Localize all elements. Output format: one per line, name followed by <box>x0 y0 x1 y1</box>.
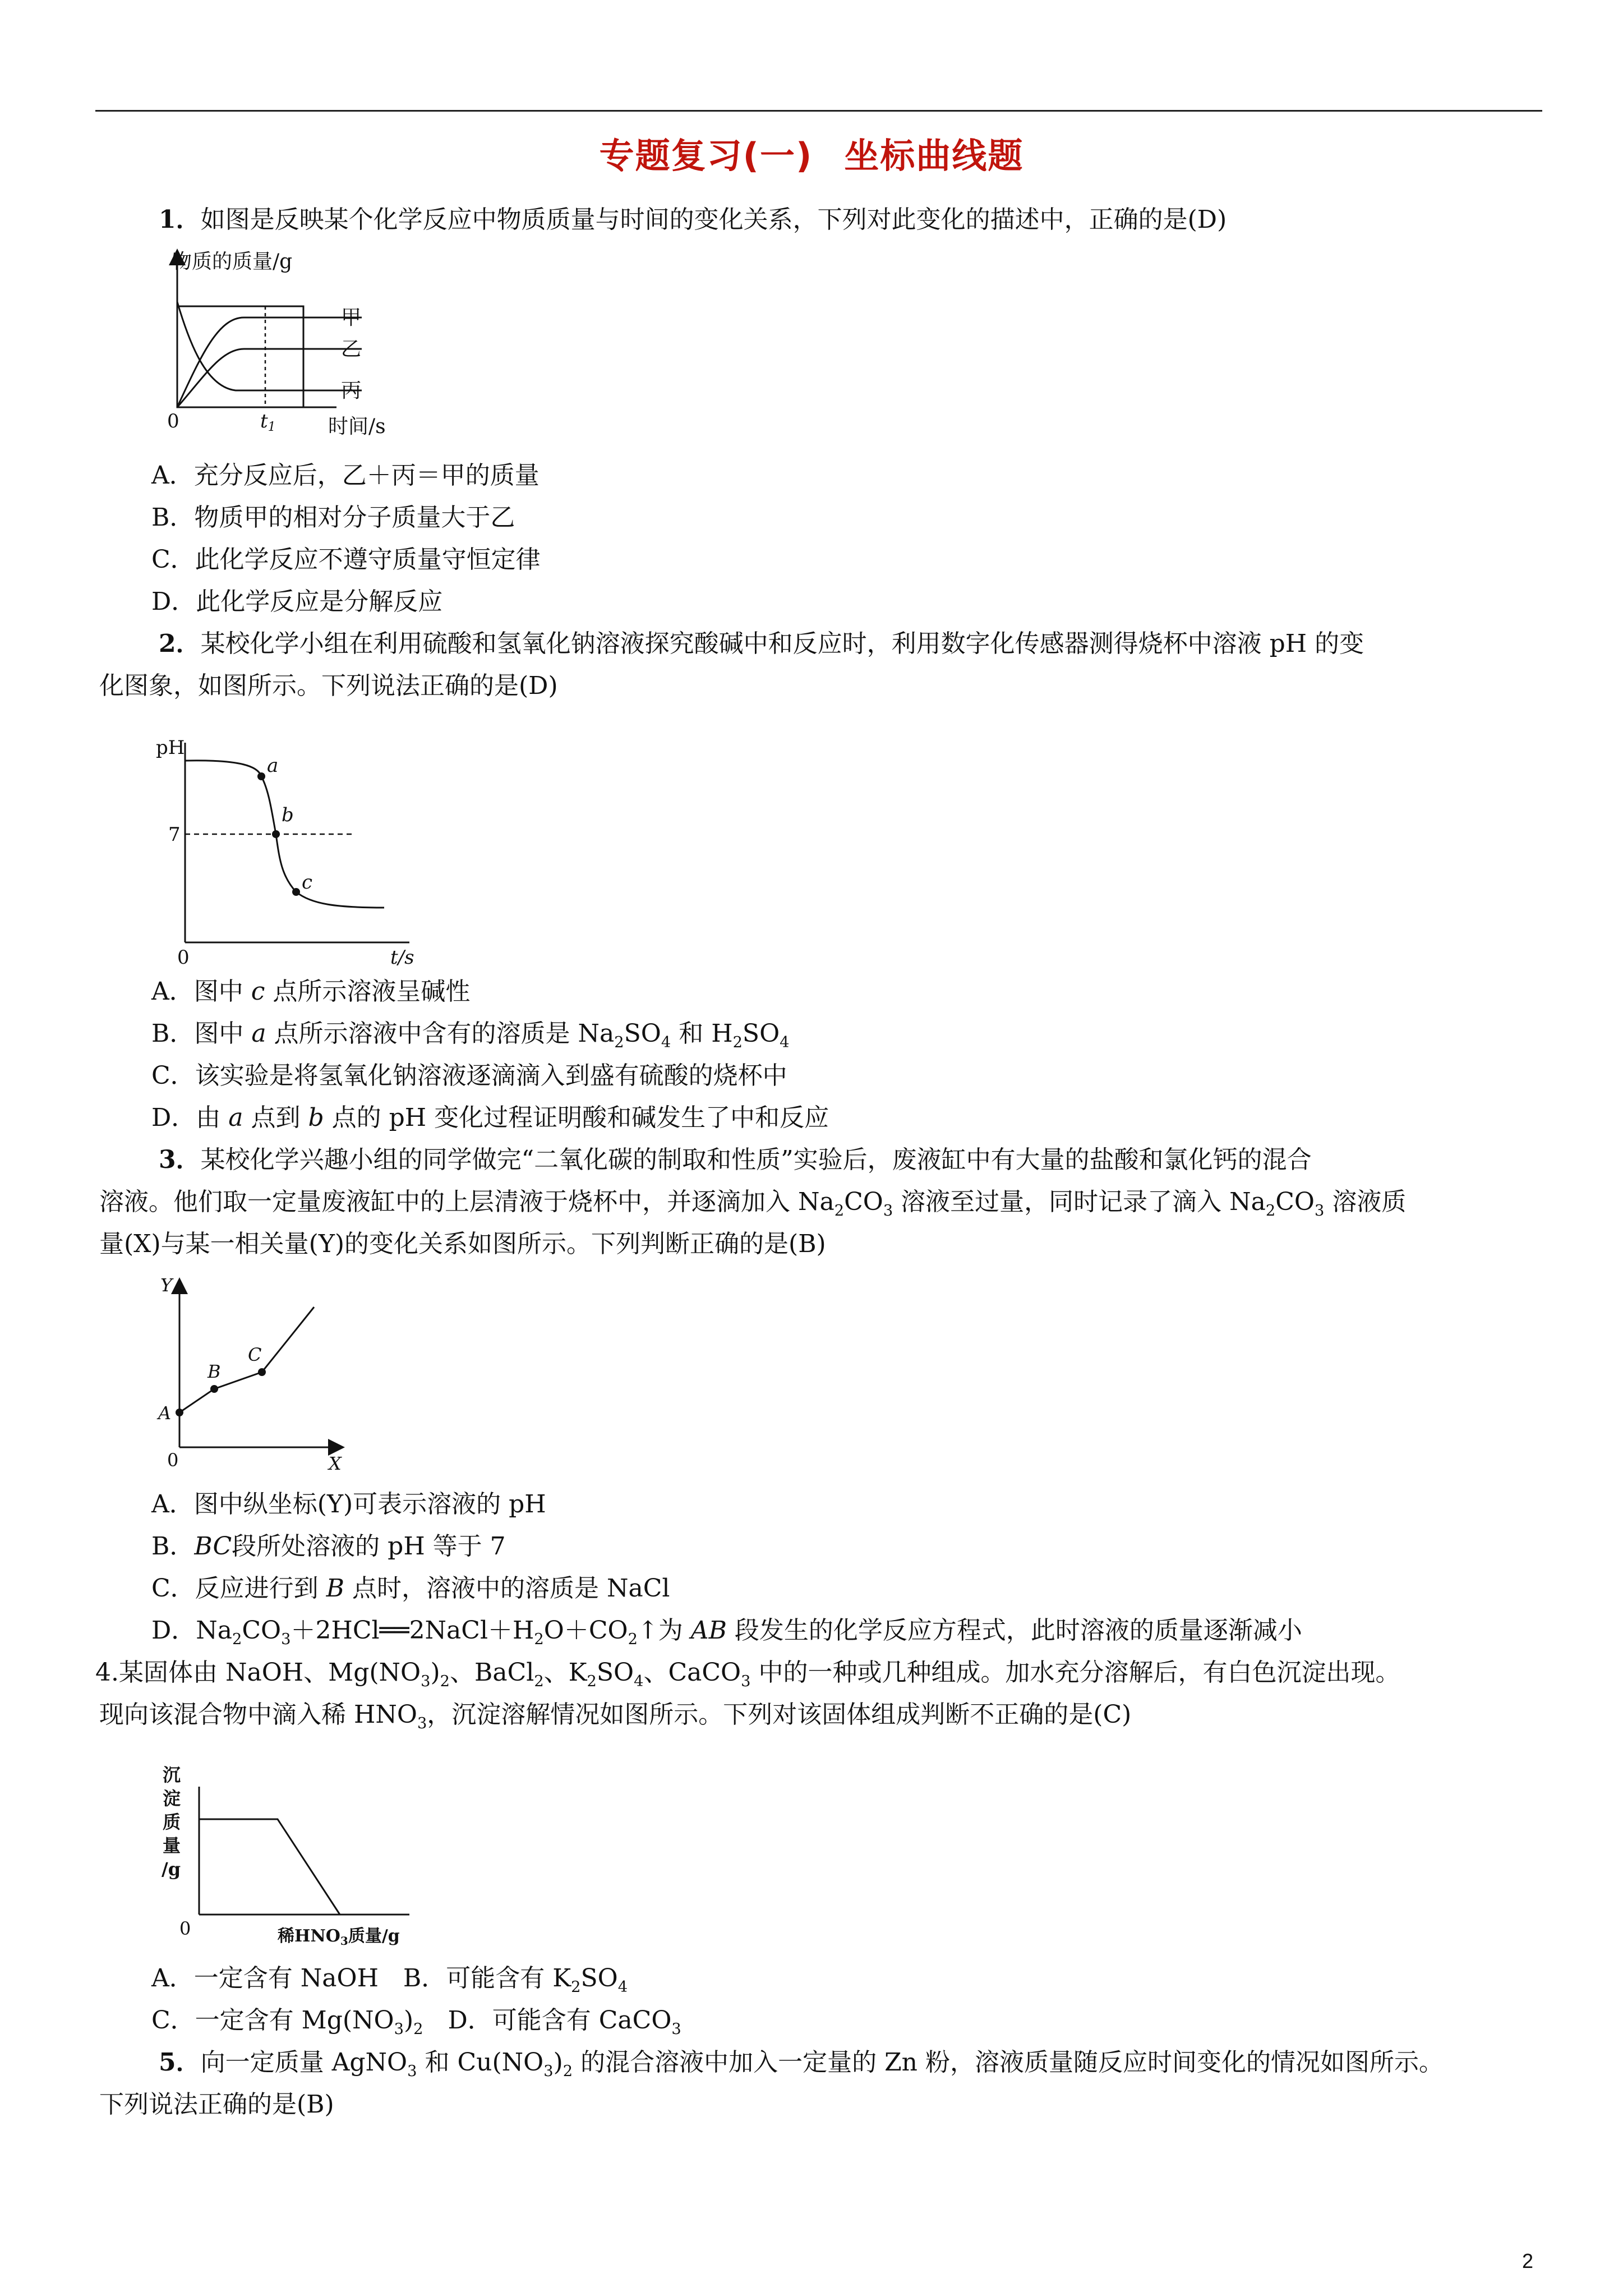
question-3-continued: 溶液。他们取一定量废液缸中的上层清液于烧杯中，并逐滴加入 $Na_2CO_3$ 溶液至过量，同时记录了滴入 $Na_2CO_3$ 溶液质 <box>99 1188 1407 1220</box>
q2-label-b: b <box>282 804 294 826</box>
q2-option-c: C．该实验是将氢氧化钠溶液逐滴滴入到盛有硫酸的烧杯中 <box>151 1061 787 1090</box>
q4-y-label-1: 沉 <box>163 1764 181 1786</box>
q4-y-label-4: 量 <box>163 1835 181 1856</box>
question-number: 5． <box>159 2048 201 2077</box>
question-1 <box>159 203 1227 237</box>
q1-curve-bing <box>177 302 362 390</box>
question-text: 某校化学小组在利用硫酸和氢氧化钠溶液探究酸碱中和反应时，利用数字化传感器测得烧杯中溶液 pH 的变 <box>200 629 1364 658</box>
q1-label-yi: 乙 <box>341 338 362 361</box>
q1-figure <box>151 252 409 443</box>
q2-origin: 0 <box>177 946 190 969</box>
question-2-continued: 化图象，如图所示。下列说法正确的是(D) <box>99 671 558 700</box>
q1-curve-jia <box>177 318 362 407</box>
q4-y-label-2: 淀 <box>163 1788 181 1809</box>
page-number: 2 <box>1521 2249 1533 2272</box>
question-text: 向一定质量 AgNO$_3$ 和 $Cu(NO_3)_2$ 的混合溶液中加入一定量的 Zn 粉，溶液质量随反应时间变化的情况如图所示。 <box>200 2048 1444 2080</box>
q2-y-label: pH <box>156 737 185 759</box>
q4-origin: 0 <box>179 1918 191 1939</box>
q3-figure <box>151 1273 365 1475</box>
title-subject: 坐标曲线题 <box>844 135 1024 176</box>
question-number: 1． <box>159 205 201 234</box>
title-topic: 专题复习(一) <box>599 135 813 176</box>
question-number: 2． <box>159 629 201 658</box>
q4-x-label: 稀$HNO_3$质量/g <box>278 1926 400 1948</box>
q1-plot-frame <box>177 306 303 407</box>
q3-x-label: X <box>329 1453 342 1474</box>
q2-label-a: a <box>267 754 279 777</box>
q1-x-label: 时间/s <box>328 415 386 438</box>
q2-point-a <box>257 772 265 780</box>
q3-label-a: A <box>158 1402 172 1424</box>
q4-curve <box>199 1819 340 1915</box>
q1-option-c: C．此化学反应不遵守质量守恒定律 <box>151 545 541 574</box>
question-text: 某固体由 NaOH、$Mg(NO_3)_2$、BaCl$_2$、$K_2SO_4$、CaCO$_3$ 中的一种或几种组成。加水充分溶解后，有白色沉淀出现。 <box>118 1658 1400 1690</box>
question-5-continued: 下列说法正确的是(B) <box>99 2090 334 2119</box>
q2-point-b <box>272 830 280 838</box>
q1-option-b: B．物质甲的相对分子质量大于乙 <box>151 503 515 532</box>
q4-options-row-1: A．一定含有 NaOH B．可能含有 $K_2SO_4$ <box>151 1964 628 1996</box>
q3-point-a <box>176 1409 183 1416</box>
question-5 <box>159 2046 1444 2088</box>
q1-option-d: D．此化学反应是分解反应 <box>151 587 443 616</box>
question-number: 3． <box>159 1145 201 1174</box>
q4-y-label-5: /g <box>162 1858 181 1880</box>
question-number: 4. <box>95 1658 119 1687</box>
q2-figure <box>151 729 421 969</box>
q3-option-b: B．BC段所处溶液的 pH 等于 7 <box>151 1532 506 1561</box>
q2-option-b: B．图中 a 点所示溶液中含有的溶质是 $Na_2SO_4$ 和 $H_2SO_4$ <box>151 1019 790 1051</box>
question-4 <box>95 1656 1400 1699</box>
q1-t1-label: t1 <box>260 410 276 434</box>
q3-option-a: A．图中纵坐标(Y)可表示溶液的 pH <box>151 1490 546 1519</box>
question-text: 如图是反映某个化学反应中物质质量与时间的变化关系，下列对此变化的描述中，正确的是(D) <box>200 205 1227 234</box>
q3-point-b <box>210 1385 218 1393</box>
q1-origin: 0 <box>167 410 179 432</box>
q3-option-d: D．$Na_2CO_3+2HCl══2NaCl+H_2O+CO_2↑$为 AB 段发生的化学反应方程式，此时溶液的质量逐渐减小 <box>151 1616 1302 1648</box>
q4-options-row-2: C．一定含有 $Mg(NO_3)_2$ D．可能含有 CaCO$_3$ <box>151 2006 681 2038</box>
q1-option-a: A．充分反应后，乙＋丙＝甲的质量 <box>151 461 540 490</box>
q3-label-b: B <box>208 1361 221 1382</box>
q3-label-c: C <box>248 1344 262 1365</box>
q4-y-label-3: 质 <box>163 1811 181 1833</box>
q3-option-c: C．反应进行到 B 点时，溶液中的溶质是 NaCl <box>151 1574 670 1603</box>
q1-label-bing: 丙 <box>341 379 362 402</box>
q3-curve <box>179 1307 314 1412</box>
q3-y-label: Y <box>160 1274 173 1296</box>
header-rule <box>95 110 1542 112</box>
question-2 <box>159 627 1364 661</box>
q3-origin: 0 <box>167 1450 179 1471</box>
question-4-continued: 现向该混合物中滴入稀 $HNO_3$，沉淀溶解情况如图所示。下列对该固体组成判断不正确的是(C) <box>99 1700 1132 1732</box>
q2-point-c <box>292 888 300 896</box>
q1-y-label: 物质的质量/g <box>172 250 293 273</box>
q2-option-d: D．由 a 点到 b 点的 pH 变化过程证明酸和碱发生了中和反应 <box>151 1103 829 1132</box>
page-title <box>0 128 1623 178</box>
question-3 <box>159 1143 1312 1177</box>
q2-tick-7: 7 <box>168 823 181 846</box>
question-3-continued-2: 量(X)与某一相关量(Y)的变化关系如图所示。下列判断正确的是(B) <box>99 1230 826 1258</box>
q2-option-a: A．图中 c 点所示溶液呈碱性 <box>151 977 471 1006</box>
q1-curve-yi <box>177 349 362 407</box>
q3-point-c <box>258 1368 266 1376</box>
q2-x-label: t/s <box>390 946 414 969</box>
q2-label-c: c <box>302 871 313 894</box>
q1-label-jia: 甲 <box>341 306 362 329</box>
q4-figure <box>157 1753 449 1955</box>
question-text: 某校化学兴趣小组的同学做完“二氧化碳的制取和性质”实验后，废液缸中有大量的盐酸和氯化钙的混合 <box>200 1145 1312 1174</box>
